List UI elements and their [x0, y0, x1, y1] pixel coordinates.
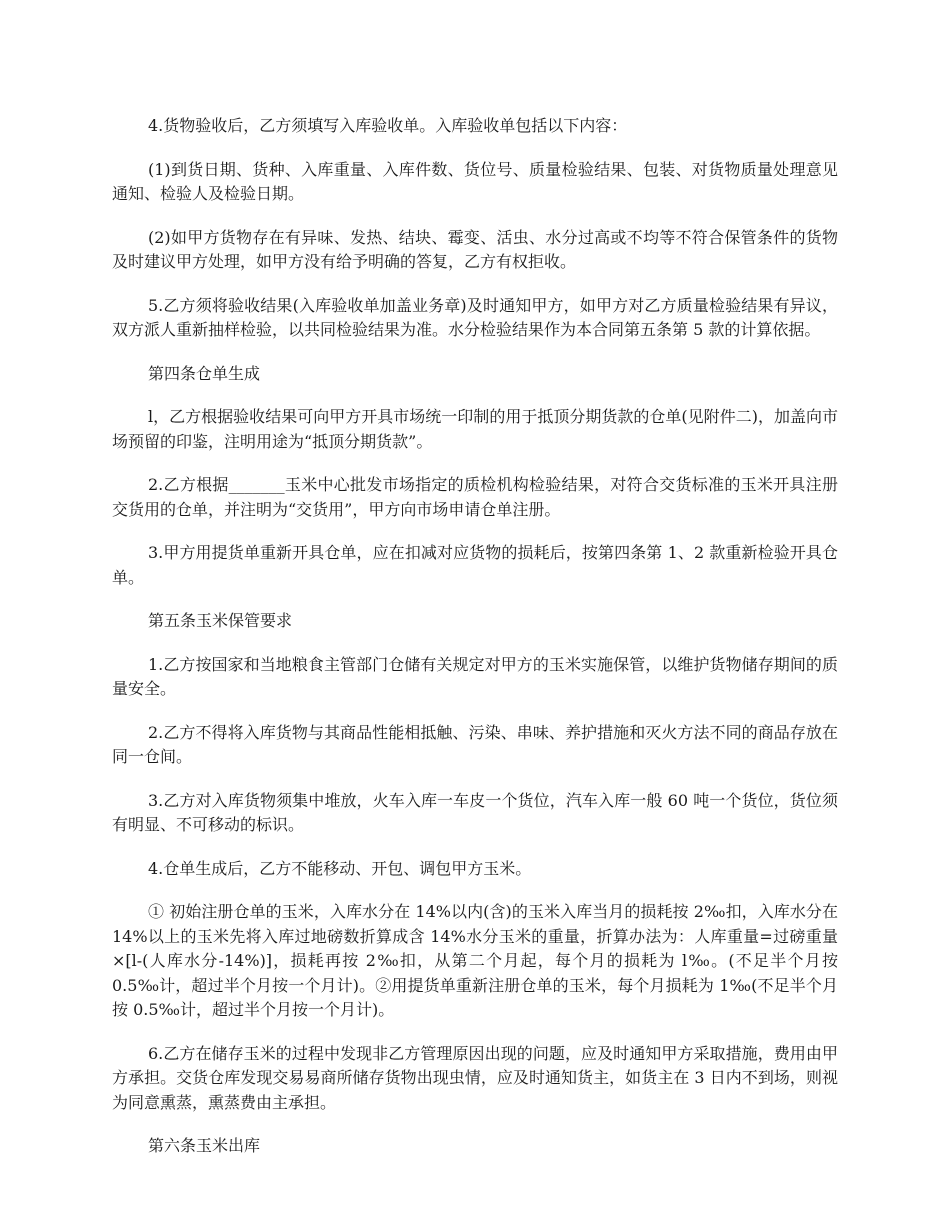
paragraph-item-1: (1)到货日期、货种、入库重量、入库件数、货位号、质量检验结果、包装、对货物质量处理意见通知、检验人及检验日期。: [112, 159, 838, 203]
paragraph-loss-rules: ① 初始注册仓单的玉米，入库水分在 14%以内(含)的玉米入库当月的损耗按 2‰扣，入库水分在 14%以上的玉米先将入库过地磅数折算成含 14%水分玉米的重量，折算办法为：人库重量=过磅重量×[l-(人库水分-14%)]，损耗再按 2‰扣，从第二个月起，每个月的损耗为 l‰。(不足半个月按 0.5‰计，超过半个月按一个月计)。②用提货单重新注册仓单的玉米，每个月损耗为 1‰(不足半个月按 0.5‰计，超过半个月按一个月计)。: [112, 902, 838, 1019]
paragraph-stacking: 3.乙方对入库货物须集中堆放，火车入库一车皮一个货位，汽车入库一般 60 吨一个货位，货位须有明显、不可移动的标识。: [112, 790, 838, 834]
paragraph-reissue-receipt: 3.甲方用提货单重新开具仓单，应在扣减对应货物的损耗后，按第四条第 1、2 款重新检验开具仓单。: [112, 543, 838, 587]
section-heading-article-4: 第四条仓单生成: [148, 363, 261, 383]
paragraph-item-2: (2)如甲方货物存在有异味、发热、结块、霉变、活虫、水分过高或不均等不符合保管条件的货物及时建议甲方处理，如甲方没有给予明确的答复，乙方有权拒收。: [112, 227, 838, 271]
paragraph-separate-storage: 2.乙方不得将入库货物与其商品性能相抵触、污染、串味、养护措施和灭火方法不同的商品存放在同一仓间。: [112, 722, 838, 766]
paragraph-notify-results: 5.乙方须将验收结果(入库验收单加盖业务章)及时通知甲方，如甲方对乙方质量检验结果有异议，双方派人重新抽样检验，以共同检验结果为准。水分检验结果作为本合同第五条第 5 款的计算依据。: [112, 295, 838, 339]
paragraph-acceptance-form: 4.货物验收后，乙方须填写入库验收单。入库验收单包括以下内容：: [148, 116, 628, 135]
paragraph-receipt-delivery: 2.乙方根据_______玉米中心批发市场指定的质检机构检验结果，对符合交货标准的玉米开具注册交货用的仓单，并注明为“交货用”，甲方向市场申请仓单注册。: [112, 475, 838, 519]
document-page: [112, 114, 838, 1178]
paragraph-no-move: 4.仓单生成后，乙方不能移动、开包、调包甲方玉米。: [148, 858, 532, 878]
section-heading-article-5: 第五条玉米保管要求: [148, 611, 293, 630]
paragraph-receipt-installment: l，乙方根据验收结果可向甲方开具市场统一印制的用于抵顶分期货款的仓单(见附件二)，加盖向市场预留的印鉴，注明用途为“抵顶分期货款”。: [112, 407, 838, 451]
paragraph-problems: 6.乙方在储存玉米的过程中发现非乙方管理原因出现的问题，应及时通知甲方采取措施，费用由甲方承担。交货仓库发现交易易商所储存货物出现虫情，应及时通知货主，如货主在 3 日内不到场，则视为同意熏蒸，熏蒸费由主承担。: [112, 1043, 838, 1112]
paragraph-storage-rules: 1.乙方按国家和当地粮食主管部门仓储有关规定对甲方的玉米实施保管，以维护货物储存期间的质量安全。: [112, 654, 838, 698]
section-heading-article-6: 第六条玉米出库: [148, 1136, 261, 1155]
